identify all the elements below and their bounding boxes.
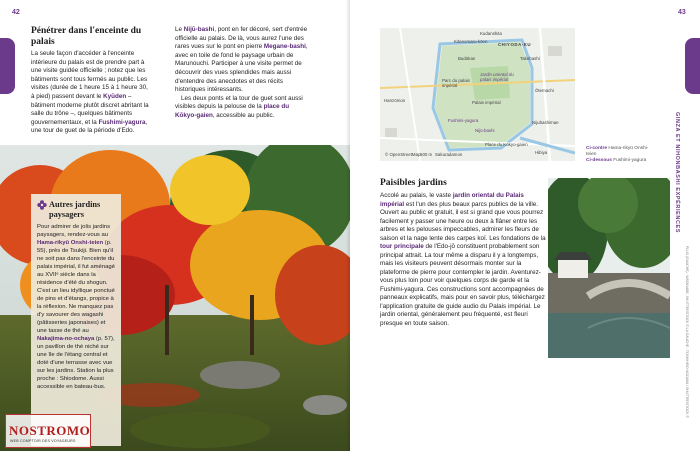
map-label: Takebashi xyxy=(520,56,540,61)
section-enter-palace-text: La seule façon d'accéder à l'enceinte intérieure du palais est de prendre part à une visite guidée officielle ; notez que les bâtiments sont tous fermés au public. Les visites (durée de 1 heure 15 à 1 heure 30, à pied) passent devant le Kyūden – bâtiment moderne plutôt discret abritant la salle du trône –, quelques bâtiments gouvernementaux, et la Fushimi-yagura, une tour de guet de la période d'Edo. xyxy=(31,50,149,135)
fushimi-yagura-illustration xyxy=(548,178,670,358)
section-bridges xyxy=(175,26,310,121)
map-label: Parc du palais impérial xyxy=(442,78,470,88)
map-label: Nijū-bashi xyxy=(475,128,495,133)
map-label: Ōtemachi xyxy=(535,88,554,93)
side-section-title: GINZA ET NIHONBASHI EXPÉRIENCES xyxy=(674,112,680,234)
right-page-number: 43 xyxy=(678,9,686,16)
palace-map xyxy=(380,28,575,161)
right-thumb-tab xyxy=(685,38,700,94)
section-peaceful-gardens xyxy=(380,178,546,328)
map-scale: 500 m xyxy=(420,152,433,157)
map-label: Sakuradamon xyxy=(435,152,463,157)
section-enter-palace-title: Pénétrer dans l'enceinte du palais xyxy=(31,26,142,47)
left-page-number: 42 xyxy=(12,9,20,16)
caption-line-2: Ci-dessous Fushimi-yagura xyxy=(586,158,647,163)
map-district-label: CHIYODA-KU xyxy=(498,42,532,47)
flower-icon xyxy=(37,200,47,210)
map-label: Place du Kōkyo-gaien xyxy=(485,142,528,147)
caption-line-1: Ci-contre Hama-rikyū Onshi-teien xyxy=(586,146,649,157)
map-illustration xyxy=(380,28,575,161)
map-label: Hibiya xyxy=(535,150,548,155)
fushimi-yagura-photo xyxy=(548,178,670,358)
photo-captions xyxy=(586,146,650,164)
map-label: Fushimi-yagura xyxy=(448,118,479,123)
section-bridges-text-2: Les deux ponts et la tour de guet sont aussi visibles depuis la pelouse de la place du Kōkyo-gaien, accessible au public. xyxy=(175,94,303,119)
logo-tagline: WEB COMPTOIR DES VOYAGEURS xyxy=(10,439,76,443)
section-peaceful-gardens-title: Paisibles jardins xyxy=(380,178,447,188)
sidebar-title: Autres jardins paysagers xyxy=(49,200,101,219)
map-label: Budōkan xyxy=(458,56,476,61)
section-enter-palace xyxy=(31,26,153,136)
sidebar-other-gardens xyxy=(31,194,121,446)
section-bridges-text: Le Nijū-bashi, pont en fer décoré, sert d'entrée officielle au palais. De là, vous aurez l'une des rares vues sur le pont en pierre Megane-bashi, avec en toile de fond le paysage urbain de Marunouchi. Participer à une visite permet de découvrir des vues splendides mais aussi d'entendre des anecdotes et des récits historiques intéressants. xyxy=(175,26,308,94)
left-thumb-tab xyxy=(0,38,15,94)
section-peaceful-gardens-text: Accolé au palais, le vaste jardin oriental du Palais impérial est l'un des plus beaux parcs publics de la ville. Ouvert au public et gratuit, il est si grand que vous pourrez facilement y passer une heure ou deux à flâner entre les arbres et les pelouses impeccables, admirer les fleurs de saison et la nage lente des carpes koï. Les fondations de la tour principale de l'Edo-jō constituent probablement son principal attrait. La tour même a disparu il y a longtemps, mais les visiteurs peuvent désormais monter sur la plateforme de pierre pour contempler le jardin. Aventurez-vous plus loin pour voir quelques corps de garde et la Fushimi-yagura. Ces constructions sont accompagnées de panneaux explicatifs, mais pour en savoir plus, téléchargez l'application gratuite de guide audio du Palais impérial. Le jardin oriental, généralement peu fréquenté, est fleuri presque en toute saison. xyxy=(380,192,546,327)
map-label: Kitanomaru-kōen xyxy=(454,39,488,44)
map-label: Jardin oriental du palais impérial xyxy=(480,72,514,82)
map-label: Palais impérial xyxy=(472,100,501,105)
sidebar-text: Pour admirer de jolis jardins paysagers, rendez-vous au Hama-rikyū Onshi-teien (p. 55), près de Tsukiji. Bien qu'il ne soit pas dans l'enceinte du palais impérial, il fut aménagé au XVIIᵉ siècle dans la résidence d'été du shogun. C'est un lieu idyllique ponctué de pins et d'étangs, propice à la réflexion. Ne manquez pas d'y savourer des wagashi (pâtisseries japonaises) et une tasse de thé au Nakajima-no-ochaya (p. 57), un pavillon de thé niché sur une île de l'étang central et doté d'une terrasse avec vue sur les jardins. Station la plus proche : Shiodome. Aussi accessible en bateau-bus. xyxy=(37,224,115,390)
map-credit: © OpenStreetMap xyxy=(385,152,421,157)
photo-credit: PLUS (GAUCHE) : WATANABE, SHUTTERSTOCK © LA GAUCHE : TOSHIHIRO NOZAWA / SHUTTERSTOCK © xyxy=(685,246,689,418)
map-label: Kudanshita xyxy=(480,31,502,36)
nostromo-logo xyxy=(5,414,91,448)
map-label: Nijubashimae xyxy=(532,120,559,125)
map-label: Hanzōmon xyxy=(384,98,406,103)
logo-name: NOSTROMO xyxy=(9,423,91,438)
